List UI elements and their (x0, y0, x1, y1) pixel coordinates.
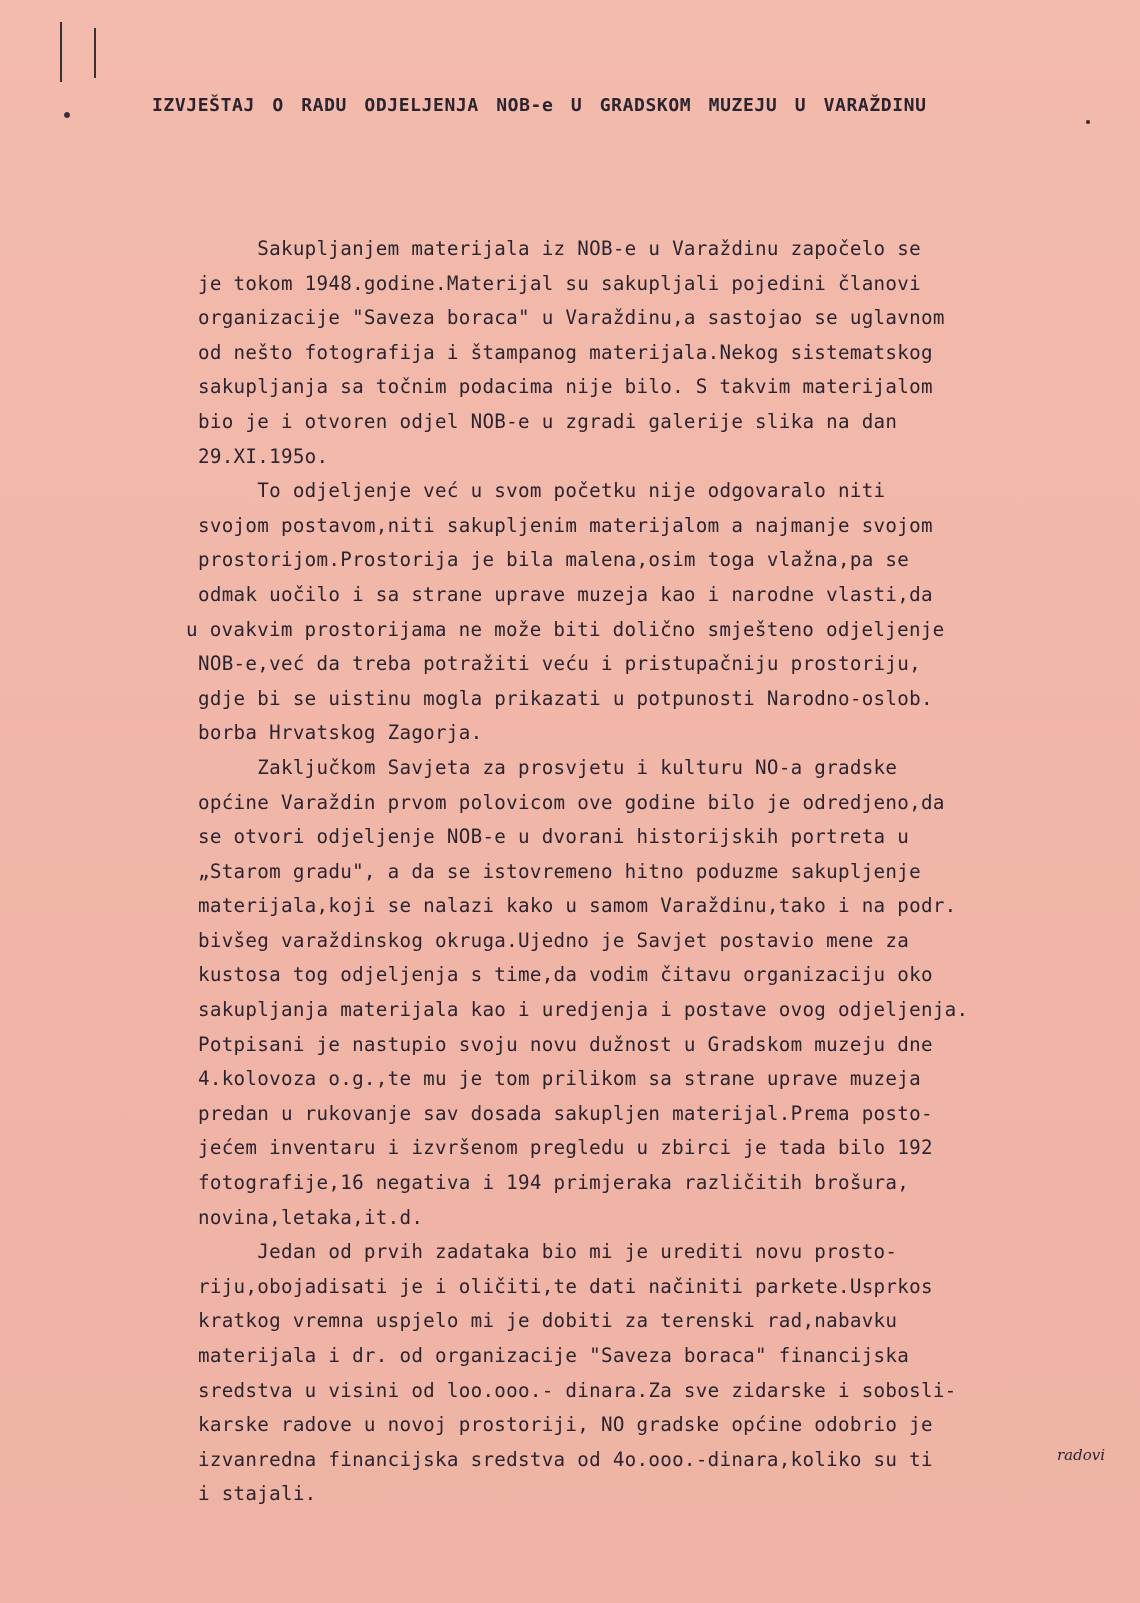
text-line: bio je i otvoren odjel NOB-e u zgradi galerije slika na dan (198, 409, 898, 433)
text-line: kustosa tog odjeljenja s time,da vodim čitavu organizaciju oko (198, 963, 933, 987)
ink-dot (1086, 120, 1090, 124)
text-line: je tokom 1948.godine.Materijal su sakupljali pojedini članovi (198, 271, 921, 295)
text-line: Sakupljanjem materijala iz NOB-e u Varaždinu započelo se (198, 237, 921, 260)
text-line: izvanredna financijska sredstva od 4o.ooo.-dinara,koliko su ti (198, 1447, 933, 1471)
text-line: 4.kolovoza o.g.,te mu je tom prilikom sa strane uprave muzeja (198, 1067, 921, 1091)
text-line: Potpisani je nastupio svoju novu dužnost u Gradskom muzeju dne (198, 1032, 933, 1056)
ink-dot (64, 112, 70, 118)
text-line: novina,letaka,it.d. (198, 1205, 424, 1229)
text-line: svojom postavom,niti sakupljenim materijalom a najmanje svojom (198, 513, 933, 537)
margin-mark-right (94, 28, 96, 78)
text-line: od nešto fotografija i štampanog materijala.Nekog sistematskog (198, 340, 933, 364)
text-line: predan u rukovanje sav dosada sakupljen materijal.Prema posto- (198, 1101, 933, 1125)
text-line: bivšeg varaždinskog okruga.Ujedno je Savjet postavio mene za (198, 928, 910, 952)
text-line: karske radove u novoj prostoriji, NO gradske općine odobrio je (198, 1413, 933, 1437)
text-line: NOB-e,već da treba potražiti veću i pristupačniju prostoriju, (198, 652, 921, 676)
text-line: Zaključkom Savjeta za prosvjetu i kulturu NO-a gradske (198, 755, 898, 779)
text-line: sakupljanja sa točnim podacima nije bilo. S takvim materijalom (198, 375, 933, 399)
text-line: materijala,koji se nalazi kako u samom Varaždinu,tako i na podr. (198, 894, 957, 918)
text-line: prostorijom.Prostorija je bila malena,osim toga vlažna,pa se (198, 548, 910, 572)
report-body (186, 232, 1078, 1512)
text-line: borba Hrvatskog Zagorja. (198, 721, 483, 745)
text-line: „Starom gradu", a da se istovremeno hitno poduzme sakupljenje (198, 859, 921, 883)
text-line: općine Varaždin prvom polovicom ove godine bilo je odredjeno,da (198, 790, 945, 814)
text-line: odmak uočilo i sa strane uprave muzeja kao i narodne vlasti,da (198, 582, 933, 606)
text-line: Jedan od prvih zadataka bio mi je urediti novu prosto- (198, 1240, 898, 1264)
text-line: organizacije "Saveza boraca" u Varaždinu,a sastojao se uglavnom (198, 306, 945, 330)
text-line: gdje bi se uistinu mogla prikazati u potpunosti Narodno-oslob. (198, 686, 933, 710)
document-title: IZVJEŠTAJ O RADU ODJELJENJA NOB-e U GRADSKOM MUZEJU U VARAŽDINU (152, 95, 927, 116)
text-line: kratkog vremna uspjelo mi je dobiti za terenski rad,nabavku (198, 1309, 898, 1333)
text-line: i stajali. (198, 1482, 317, 1506)
handwritten-note: radovi (1057, 1446, 1106, 1464)
text-line: To odjeljenje već u svom početku nije odgovaralo niti (198, 479, 886, 503)
text-line: u ovakvim prostorijama ne može biti dolično smješteno odjeljenje (186, 617, 945, 641)
text-line: se otvori odjeljenje NOB-e u dvorani historijskih portreta u (198, 825, 910, 849)
text-line: materijala i dr. od organizacije "Saveza boraca" financijska (198, 1344, 910, 1367)
text-line: riju,obojadisati je i oličiti,te dati načiniti parkete.Usprkos (198, 1274, 933, 1298)
text-line: sakupljanja materijala kao i uredjenja i postave ovog odjeljenja. (198, 998, 969, 1022)
text-line: sredstva u visini od loo.ooo.- dinara.Za sve zidarske i sobosli- (198, 1378, 957, 1402)
text-line: fotografije,16 negativa i 194 primjeraka različitih brošura, (198, 1171, 910, 1195)
text-line: jećem inventaru i izvršenom pregledu u zbirci je tada bilo 192 (198, 1136, 933, 1160)
text-line: 29.XI.195o. (198, 444, 329, 468)
margin-mark-left (60, 22, 62, 82)
